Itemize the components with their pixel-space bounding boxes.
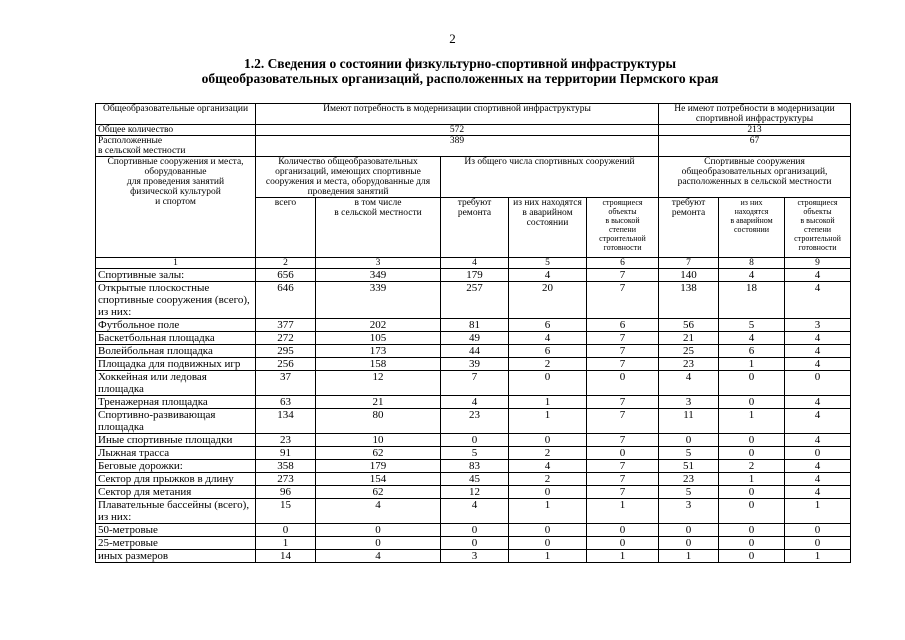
row-value: 15 xyxy=(256,499,316,524)
row-value: 0 xyxy=(441,537,509,550)
row-value: 23 xyxy=(441,409,509,434)
row-value: 37 xyxy=(256,371,316,396)
row-value: 3 xyxy=(785,319,851,332)
row-value: 154 xyxy=(316,473,441,486)
row-value: 2 xyxy=(509,358,587,371)
column-number: 3 xyxy=(316,258,441,269)
row-value: 23 xyxy=(256,434,316,447)
row-value: 1 xyxy=(785,499,851,524)
row-value: 7 xyxy=(587,409,659,434)
row-value: 1 xyxy=(509,499,587,524)
row-value: 6 xyxy=(587,319,659,332)
row-value: 0 xyxy=(587,447,659,460)
row-label: Баскетбольная площадка xyxy=(96,332,256,345)
row-value: 49 xyxy=(441,332,509,345)
row-value: 7 xyxy=(441,371,509,396)
row-value: 4 xyxy=(316,499,441,524)
table-row xyxy=(96,396,851,409)
column-number: 2 xyxy=(256,258,316,269)
row-value: 12 xyxy=(441,486,509,499)
row-value: 6 xyxy=(509,345,587,358)
row-value: 140 xyxy=(659,269,719,282)
row-value: 1 xyxy=(509,396,587,409)
row-value: 7 xyxy=(587,345,659,358)
row-value: 2 xyxy=(509,447,587,460)
org-header: Общеобразовательные организации xyxy=(96,104,256,125)
row-value: 5 xyxy=(659,447,719,460)
row-value: 20 xyxy=(509,282,587,319)
title-line-1: 1.2. Сведения о состоянии физкультурно-спортивной инфраструктуры xyxy=(243,56,677,71)
rural-facilities-header: Спортивные сооружения общеобразовательных организаций, расположенных в сельской местности xyxy=(659,157,851,198)
rural-label: Расположенные в сельской местности xyxy=(96,136,256,157)
row-value: 51 xyxy=(659,460,719,473)
row-value: 0 xyxy=(316,524,441,537)
row-value: 3 xyxy=(441,550,509,563)
row-value: 14 xyxy=(256,550,316,563)
table-row xyxy=(96,345,851,358)
document-title xyxy=(150,56,770,86)
row-value: 4 xyxy=(509,332,587,345)
row-value: 7 xyxy=(587,332,659,345)
row-value: 12 xyxy=(316,371,441,396)
row-value: 0 xyxy=(719,434,785,447)
row-value: 0 xyxy=(441,524,509,537)
row-value: 7 xyxy=(587,358,659,371)
row-value: 5 xyxy=(719,319,785,332)
rural-need-value: 389 xyxy=(256,136,659,157)
row-value: 7 xyxy=(587,282,659,319)
row-label: иных размеров xyxy=(96,550,256,563)
row-value: 63 xyxy=(256,396,316,409)
row-value: 272 xyxy=(256,332,316,345)
row-value: 62 xyxy=(316,486,441,499)
row-label: Волейбольная площадка xyxy=(96,345,256,358)
table-body xyxy=(96,269,851,563)
row-value: 646 xyxy=(256,282,316,319)
table-row xyxy=(96,371,851,396)
row-value: 0 xyxy=(256,524,316,537)
row-value: 5 xyxy=(441,447,509,460)
total-need-value: 572 xyxy=(256,125,659,136)
row-label: Иные спортивные площадки xyxy=(96,434,256,447)
row-value: 45 xyxy=(441,473,509,486)
row-value: 80 xyxy=(316,409,441,434)
column-number: 5 xyxy=(509,258,587,269)
col-repair-header: требуют ремонта xyxy=(441,198,509,258)
row-value: 273 xyxy=(256,473,316,486)
row-value: 0 xyxy=(509,486,587,499)
row-label: Открытые плоскостные спортивные сооружения (всего), из них: xyxy=(96,282,256,319)
row-value: 0 xyxy=(587,537,659,550)
row-value: 105 xyxy=(316,332,441,345)
row-value: 4 xyxy=(785,434,851,447)
col-repair2-header: требуют ремонта xyxy=(659,198,719,258)
row-value: 0 xyxy=(719,524,785,537)
row-value: 656 xyxy=(256,269,316,282)
row-value: 7 xyxy=(587,434,659,447)
row-value: 25 xyxy=(659,345,719,358)
row-value: 11 xyxy=(659,409,719,434)
row-value: 7 xyxy=(587,473,659,486)
row-value: 3 xyxy=(659,396,719,409)
row-value: 0 xyxy=(719,537,785,550)
row-value: 0 xyxy=(719,550,785,563)
count-header: Количество общеобразовательных организаций, имеющих спортивные сооружения и места, оборудованные для проведения занятий xyxy=(256,157,441,198)
column-number: 8 xyxy=(719,258,785,269)
row-value: 5 xyxy=(659,486,719,499)
row-value: 1 xyxy=(659,550,719,563)
rural-no-need-value: 67 xyxy=(659,136,851,157)
table-row xyxy=(96,282,851,319)
row-value: 83 xyxy=(441,460,509,473)
row-value: 62 xyxy=(316,447,441,460)
row-label: Площадка для подвижных игр xyxy=(96,358,256,371)
row-value: 0 xyxy=(785,371,851,396)
row-value: 1 xyxy=(719,409,785,434)
row-value: 1 xyxy=(587,550,659,563)
row-value: 21 xyxy=(316,396,441,409)
row-value: 6 xyxy=(509,319,587,332)
row-value: 349 xyxy=(316,269,441,282)
table-row xyxy=(96,550,851,563)
col-all-header: всего xyxy=(256,198,316,258)
row-value: 4 xyxy=(785,486,851,499)
total-label: Общее количество xyxy=(96,125,256,136)
row-value: 1 xyxy=(256,537,316,550)
no-need-header: Не имеют потребности в модернизации спортивной инфраструктуры xyxy=(659,104,851,125)
row-label: Спортивно-развивающая площадка xyxy=(96,409,256,434)
col-construction2-header: строящиеся объекты в высокой степени строительной готовности xyxy=(785,198,851,258)
row-value: 4 xyxy=(785,282,851,319)
row-value: 18 xyxy=(719,282,785,319)
row-value: 56 xyxy=(659,319,719,332)
row-value: 0 xyxy=(659,524,719,537)
row-value: 4 xyxy=(785,409,851,434)
row-value: 0 xyxy=(441,434,509,447)
row-value: 4 xyxy=(785,396,851,409)
table-row xyxy=(96,473,851,486)
row-value: 0 xyxy=(587,524,659,537)
row-value: 39 xyxy=(441,358,509,371)
row-label: 50-метровые xyxy=(96,524,256,537)
row-value: 10 xyxy=(316,434,441,447)
row-value: 0 xyxy=(719,371,785,396)
table-row xyxy=(96,358,851,371)
row-value: 1 xyxy=(509,550,587,563)
row-value: 179 xyxy=(316,460,441,473)
row-value: 0 xyxy=(509,434,587,447)
row-value: 0 xyxy=(719,447,785,460)
of-total-header: Из общего числа спортивных сооружений xyxy=(441,157,659,198)
row-value: 4 xyxy=(785,358,851,371)
row-value: 4 xyxy=(509,460,587,473)
row-label: Лыжная трасса xyxy=(96,447,256,460)
row-value: 96 xyxy=(256,486,316,499)
row-value: 179 xyxy=(441,269,509,282)
row-value: 4 xyxy=(441,499,509,524)
table-row xyxy=(96,537,851,550)
row-value: 295 xyxy=(256,345,316,358)
row-value: 7 xyxy=(587,396,659,409)
row-value: 4 xyxy=(785,345,851,358)
row-value: 138 xyxy=(659,282,719,319)
row-value: 7 xyxy=(587,269,659,282)
row-label: Беговые дорожки: xyxy=(96,460,256,473)
table-row xyxy=(96,486,851,499)
row-value: 1 xyxy=(785,550,851,563)
row-value: 23 xyxy=(659,473,719,486)
row-value: 7 xyxy=(587,486,659,499)
row-value: 0 xyxy=(509,371,587,396)
row-value: 81 xyxy=(441,319,509,332)
row-value: 134 xyxy=(256,409,316,434)
table-row xyxy=(96,319,851,332)
row-value: 2 xyxy=(719,460,785,473)
column-number: 7 xyxy=(659,258,719,269)
column-number: 1 xyxy=(96,258,256,269)
row-value: 1 xyxy=(719,358,785,371)
row-value: 1 xyxy=(509,409,587,434)
table-row xyxy=(96,447,851,460)
row-value: 44 xyxy=(441,345,509,358)
row-value: 0 xyxy=(785,537,851,550)
column-number: 9 xyxy=(785,258,851,269)
row-label: Плавательные бассейны (всего), из них: xyxy=(96,499,256,524)
row-value: 0 xyxy=(785,447,851,460)
row-value: 4 xyxy=(785,460,851,473)
row-value: 4 xyxy=(719,269,785,282)
col-emergency-header: из них находятся в аварийном состоянии xyxy=(509,198,587,258)
row-value: 257 xyxy=(441,282,509,319)
row-value: 339 xyxy=(316,282,441,319)
row-label: Спортивные залы: xyxy=(96,269,256,282)
table-row xyxy=(96,409,851,434)
column-number: 6 xyxy=(587,258,659,269)
table-row xyxy=(96,460,851,473)
title-line-2: общеобразовательных организаций, расположенных на территории Пермского края xyxy=(201,71,719,86)
facilities-header: Спортивные сооружения и места, оборудованные для проведения занятий физической культурой и спортом xyxy=(96,157,256,258)
row-value: 4 xyxy=(659,371,719,396)
row-label: 25-метровые xyxy=(96,537,256,550)
row-value: 358 xyxy=(256,460,316,473)
row-value: 256 xyxy=(256,358,316,371)
table-row xyxy=(96,524,851,537)
col-construction-header: строящиеся объекты в высокой степени строительной готовности xyxy=(587,198,659,258)
row-value: 0 xyxy=(719,486,785,499)
row-value: 4 xyxy=(785,473,851,486)
table-row xyxy=(96,332,851,345)
row-label: Сектор для метания xyxy=(96,486,256,499)
row-value: 2 xyxy=(509,473,587,486)
row-value: 91 xyxy=(256,447,316,460)
need-header: Имеют потребность в модернизации спортивной инфраструктуры xyxy=(256,104,659,125)
column-number: 4 xyxy=(441,258,509,269)
row-value: 0 xyxy=(659,434,719,447)
row-label: Хоккейная или ледовая площадка xyxy=(96,371,256,396)
col-rural-header: в том числе в сельской местности xyxy=(316,198,441,258)
row-value: 3 xyxy=(659,499,719,524)
row-value: 23 xyxy=(659,358,719,371)
row-value: 1 xyxy=(587,499,659,524)
table-row xyxy=(96,269,851,282)
row-value: 21 xyxy=(659,332,719,345)
row-value: 0 xyxy=(719,499,785,524)
row-value: 4 xyxy=(785,269,851,282)
row-value: 158 xyxy=(316,358,441,371)
row-value: 0 xyxy=(509,524,587,537)
row-value: 0 xyxy=(719,396,785,409)
row-value: 1 xyxy=(719,473,785,486)
row-value: 4 xyxy=(441,396,509,409)
table-row xyxy=(96,499,851,524)
row-value: 4 xyxy=(509,269,587,282)
row-label: Футбольное поле xyxy=(96,319,256,332)
row-value: 0 xyxy=(316,537,441,550)
row-label: Сектор для прыжков в длину xyxy=(96,473,256,486)
row-value: 0 xyxy=(659,537,719,550)
row-value: 0 xyxy=(509,537,587,550)
row-value: 0 xyxy=(587,371,659,396)
infrastructure-table xyxy=(95,103,851,563)
row-value: 4 xyxy=(316,550,441,563)
row-value: 202 xyxy=(316,319,441,332)
row-value: 4 xyxy=(719,332,785,345)
table-row xyxy=(96,434,851,447)
row-value: 6 xyxy=(719,345,785,358)
total-no-need-value: 213 xyxy=(659,125,851,136)
col-emergency2-header: из них находятся в аварийном состоянии xyxy=(719,198,785,258)
row-value: 173 xyxy=(316,345,441,358)
row-value: 0 xyxy=(785,524,851,537)
row-label: Тренажерная площадка xyxy=(96,396,256,409)
row-value: 7 xyxy=(587,460,659,473)
page-number: 2 xyxy=(449,31,456,46)
column-number-row xyxy=(96,258,851,269)
row-value: 377 xyxy=(256,319,316,332)
row-value: 4 xyxy=(785,332,851,345)
